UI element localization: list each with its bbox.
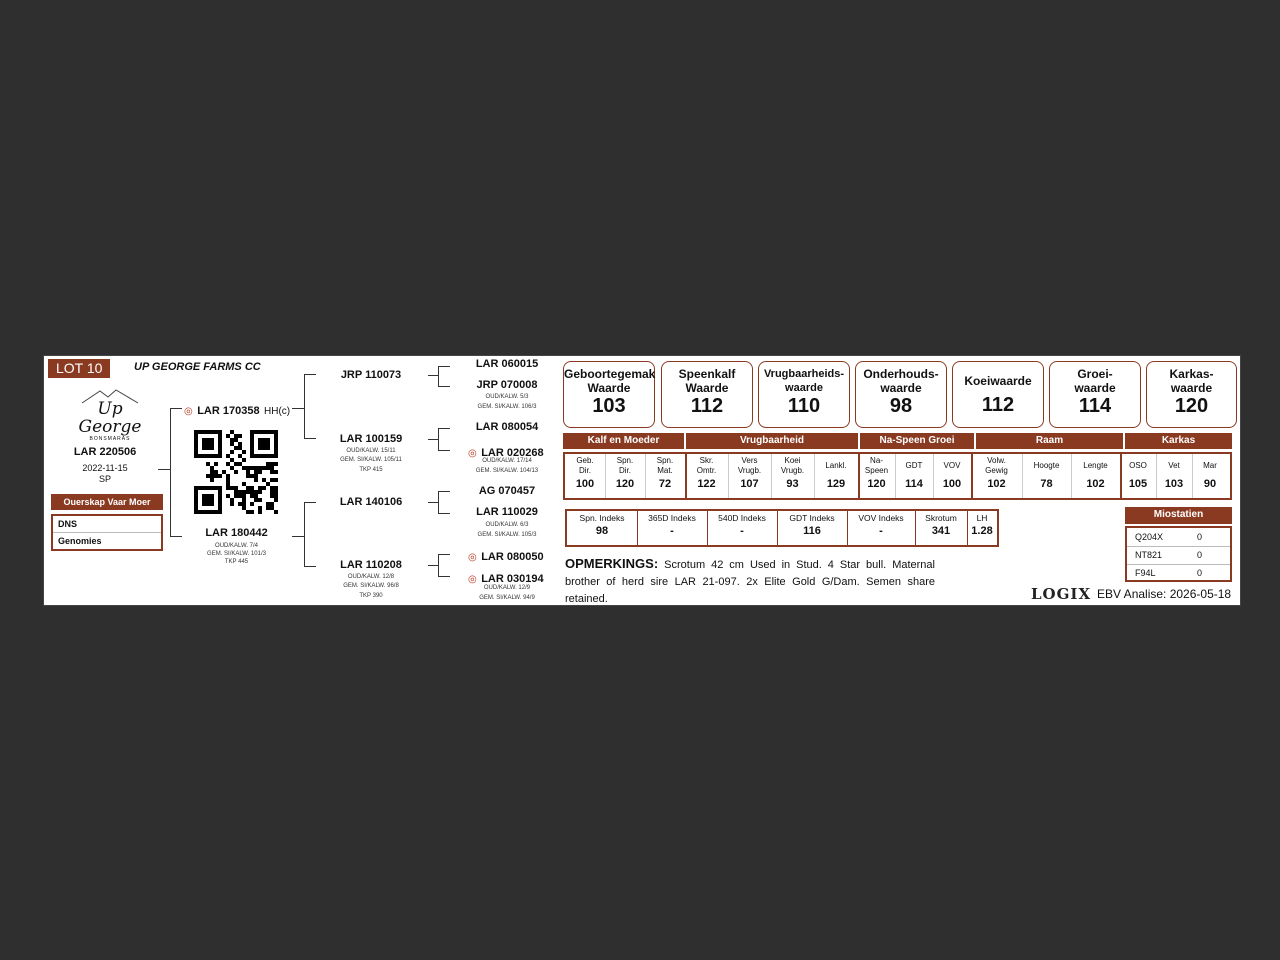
value-box: Onderhouds- waarde 98 bbox=[855, 361, 947, 428]
indeks-label: GDT Indeks bbox=[789, 513, 835, 523]
gen3-2: LAR 140106 bbox=[339, 496, 403, 508]
target-icon: ◎ bbox=[468, 574, 477, 585]
ebv-cell bbox=[605, 456, 645, 489]
ebv-label: GDT bbox=[905, 461, 923, 470]
gen4-3-l2: GEM. SI/KALW. 104/13 bbox=[475, 468, 539, 474]
genomics-table bbox=[51, 514, 163, 551]
indeks-value: - bbox=[740, 525, 744, 537]
logix-logo: LOGIX bbox=[1031, 585, 1092, 603]
ebv-value: 103 bbox=[1164, 478, 1184, 490]
animal-id: LAR 220506 bbox=[73, 446, 137, 458]
ebv-cell bbox=[858, 456, 895, 489]
gen3-3-l2: GEM. SI/KALW. 96/8 bbox=[343, 583, 399, 589]
farm-name: UP GEORGE FARMS CC bbox=[134, 361, 261, 373]
ebv-label: Mar bbox=[1203, 461, 1217, 470]
ebv-value: 102 bbox=[1086, 478, 1105, 490]
ebv-label: VOV bbox=[943, 461, 961, 470]
ebv-value: 105 bbox=[1128, 478, 1148, 490]
ebv-cell bbox=[685, 456, 728, 489]
ebv-cell bbox=[1120, 456, 1156, 489]
group-header: Vrugbaarheid bbox=[686, 433, 858, 449]
ebv-value: 120 bbox=[867, 478, 886, 490]
ebv-value: 100 bbox=[942, 478, 962, 490]
mio-row: F94L 0 bbox=[1135, 568, 1203, 578]
indeks-label: VOV Indeks bbox=[858, 513, 904, 523]
gen4-5-l1: OUD/KALW. 6/3 bbox=[485, 522, 529, 528]
ebv-cell bbox=[1022, 456, 1071, 489]
dam-id: LAR 180442 bbox=[205, 527, 268, 539]
genomies-row: Genomies bbox=[58, 536, 102, 546]
ebv-value: 129 bbox=[826, 478, 846, 490]
ebv-cell bbox=[1071, 456, 1120, 489]
mio-row: NT821 0 bbox=[1127, 546, 1230, 565]
dam-line3: TKP 445 bbox=[224, 559, 249, 565]
dns-row: DNS bbox=[53, 516, 161, 533]
ebv-label: Vers Vrugb. bbox=[737, 456, 762, 475]
ebv-grid bbox=[563, 452, 1232, 500]
target-icon: ◎ bbox=[468, 448, 477, 459]
group-header: Karkas bbox=[1125, 433, 1232, 449]
miostatien-table bbox=[1125, 526, 1232, 582]
indeks-label: LH bbox=[976, 513, 988, 523]
indeks-value: 1.28 bbox=[971, 525, 993, 537]
indeks-cell bbox=[707, 513, 777, 536]
target-icon: ◎ bbox=[468, 552, 477, 563]
value-box: Vrugbaarheids- waarde 110 bbox=[758, 361, 850, 428]
dam-line2: GEM. SI/KALW. 101/3 bbox=[207, 551, 266, 557]
ebv-cell bbox=[1156, 456, 1192, 489]
gen3-1-l3: TKP 415 bbox=[359, 467, 383, 473]
dam-line1: OUD/KALW. 7/4 bbox=[215, 543, 258, 549]
ebv-label: Skr. Omtr. bbox=[696, 456, 717, 475]
gen3-3-l3: TKP 390 bbox=[359, 593, 383, 599]
ebv-label: Vet bbox=[1168, 461, 1180, 470]
ebv-value: 107 bbox=[740, 478, 759, 490]
ebv-label: Na- Speen bbox=[864, 456, 889, 475]
ebv-value: 114 bbox=[905, 478, 923, 490]
mio-row: Q204X 0 bbox=[1127, 528, 1230, 547]
ebv-date: EBV Analise: 2026-05-18 bbox=[1097, 587, 1232, 601]
logo-sub: BONSMARAS bbox=[89, 436, 131, 442]
gen4-3-l1: OUD/KALW. 17/14 bbox=[482, 458, 532, 464]
ebv-label: Lengte bbox=[1083, 461, 1108, 470]
indeks-label: 365D Indeks bbox=[648, 513, 696, 523]
gen4-1-l2: GEM. SI/KALW. 106/3 bbox=[477, 404, 537, 410]
gen3-1-l2: GEM. SI/KALW. 105/11 bbox=[340, 457, 402, 463]
opmerkings-label: OPMERKINGS: bbox=[565, 556, 659, 571]
lot-badge: LOT 10 bbox=[48, 359, 110, 378]
ebv-cell bbox=[565, 456, 605, 489]
indeks-cell bbox=[967, 513, 997, 536]
gen4-7-l2: GEM. SI/KALW. 94/9 bbox=[479, 595, 535, 601]
gen4-7: ◎ LAR 030194 bbox=[468, 573, 544, 585]
indeks-cell bbox=[567, 513, 637, 536]
ebv-label: Hoogte bbox=[1033, 461, 1060, 470]
ebv-cell bbox=[728, 456, 771, 489]
farm-logo bbox=[74, 386, 146, 442]
ebv-value: 122 bbox=[697, 478, 716, 490]
ebv-cell bbox=[933, 456, 971, 489]
ouerskap-header: Ouerskap Vaar Moer bbox=[51, 494, 163, 510]
ebv-label: Lankl. bbox=[825, 461, 847, 470]
gen4-1: JRP 070008 bbox=[476, 379, 538, 391]
gen4-6: ◎ LAR 080050 bbox=[468, 551, 544, 563]
indeks-label: 540D Indeks bbox=[718, 513, 766, 523]
group-header: Raam bbox=[976, 433, 1123, 449]
ebv-label: Spn. Mat. bbox=[656, 456, 674, 475]
group-header: Kalf en Moeder bbox=[563, 433, 684, 449]
value-box: Koeiwaarde 112 bbox=[952, 361, 1044, 428]
value-box: Groei- waarde 114 bbox=[1049, 361, 1141, 428]
gen3-1-l1: OUD/KALW. 15/11 bbox=[346, 448, 396, 454]
ebv-cell bbox=[971, 456, 1022, 489]
value-box: Speenkalf Waarde 112 bbox=[661, 361, 753, 428]
ebv-cell bbox=[1192, 456, 1228, 489]
ebv-label: Spn. Dir. bbox=[616, 456, 634, 475]
gen4-5-l2: GEM. SI/KALW. 105/3 bbox=[477, 532, 537, 538]
gen3-3: LAR 110208 bbox=[340, 559, 402, 571]
miostatien-header: Miostatien bbox=[1125, 507, 1232, 524]
ebv-value: 120 bbox=[615, 478, 635, 490]
opmerkings bbox=[565, 555, 935, 606]
animal-date: 2022-11-15 bbox=[82, 463, 128, 473]
gen3-3-l1: OUD/KALW. 12/8 bbox=[347, 574, 395, 580]
ebv-label: Koei Vrugb. bbox=[780, 456, 805, 475]
ebv-value: 90 bbox=[1203, 478, 1217, 490]
ebv-value: 100 bbox=[575, 478, 595, 490]
target-icon: ◎ bbox=[184, 406, 193, 417]
indeks-cell bbox=[847, 513, 915, 536]
gen4-0: LAR 060015 bbox=[475, 358, 539, 370]
gen3-0: JRP 110073 bbox=[340, 369, 402, 381]
gen4-4: AG 070457 bbox=[478, 485, 536, 497]
sire bbox=[184, 401, 290, 419]
value-box: Karkas- waarde 120 bbox=[1146, 361, 1237, 428]
indeks-value: - bbox=[879, 525, 883, 537]
ebv-label: Geb. Dir. bbox=[576, 456, 594, 475]
sire-id: LAR 170358 bbox=[197, 405, 260, 417]
gen4-7-l1: OUD/KALW. 12/9 bbox=[483, 585, 531, 591]
ebv-value: 93 bbox=[786, 478, 799, 490]
ebv-label: Volw. Gewig bbox=[985, 456, 1008, 475]
indeks-value: - bbox=[670, 525, 674, 537]
ebv-value: 72 bbox=[658, 478, 672, 490]
qr-code[interactable] bbox=[194, 430, 278, 514]
ebv-value: 78 bbox=[1040, 478, 1053, 490]
opmerkings-text: Scrotum 42 cm Used in Stud. 4 Star bull. Maternal brother of herd sire LAR 21-097. 2x Elite Gold G/Dam. Semen share retained. bbox=[565, 559, 935, 605]
ebv-value: 102 bbox=[987, 478, 1006, 490]
gen3-1: LAR 100159 bbox=[339, 433, 403, 445]
gen4-3: ◎ LAR 020268 bbox=[468, 447, 544, 459]
indeks-table bbox=[565, 509, 999, 547]
gen4-2: LAR 080054 bbox=[475, 421, 539, 433]
ebv-cell bbox=[895, 456, 933, 489]
gen4-1-l1: OUD/KALW. 5/3 bbox=[485, 394, 529, 400]
indeks-cell bbox=[637, 513, 707, 536]
lot-card bbox=[43, 355, 1241, 606]
indeks-value: 116 bbox=[803, 525, 821, 537]
ebv-cell bbox=[645, 456, 685, 489]
ebv-label: OSO bbox=[1129, 461, 1147, 470]
indeks-cell bbox=[915, 513, 967, 536]
indeks-value: 98 bbox=[595, 525, 609, 537]
sire-suffix: HH(c) bbox=[264, 406, 291, 417]
value-box: Geboortegemak Waarde 103 bbox=[563, 361, 655, 428]
indeks-label: Spn. Indeks bbox=[579, 513, 625, 523]
indeks-cell bbox=[777, 513, 847, 536]
ebv-cell bbox=[771, 456, 814, 489]
group-header: Na-Speen Groei bbox=[860, 433, 974, 449]
indeks-label: Skrotum bbox=[925, 513, 957, 523]
gen4-5: LAR 110029 bbox=[476, 506, 538, 518]
animal-code: SP bbox=[98, 474, 111, 484]
logo-script: Up George bbox=[78, 399, 142, 437]
indeks-value: 341 bbox=[931, 525, 951, 537]
ebv-cell bbox=[814, 456, 858, 489]
